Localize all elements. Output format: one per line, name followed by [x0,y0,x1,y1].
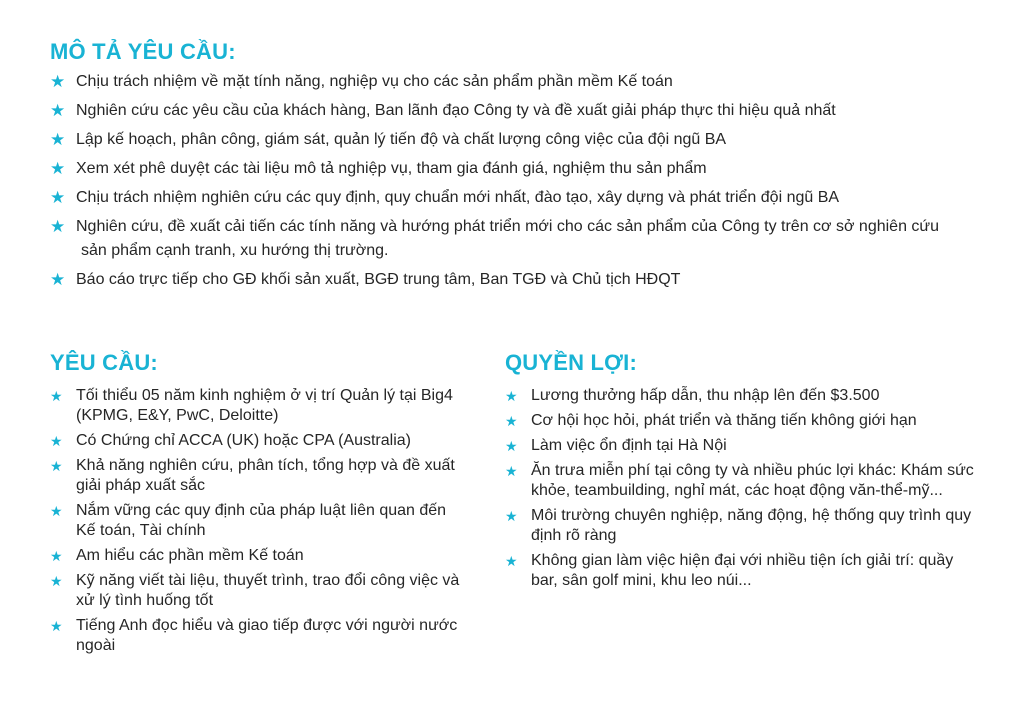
list-item [50,99,1000,123]
list-item [50,157,1000,181]
mo-ta-yeu-cau-list [50,70,1000,297]
star-icon: ★ [50,459,63,475]
star-icon: ★ [505,439,518,455]
star-icon: ★ [505,389,518,405]
list-item-text: Chịu trách nhiệm về mặt tính năng, nghiệp vụ cho các sản phẩm phần mềm Kế toán [76,73,673,90]
star-icon: ★ [50,389,63,405]
list-item [50,128,1000,152]
star-icon: ★ [505,464,518,480]
star-icon: ★ [505,414,518,430]
list-item-text: Xem xét phê duyệt các tài liệu mô tả nghiệp vụ, tham gia đánh giá, nghiệm thu sản phẩm [76,160,707,177]
list-item [50,546,460,566]
list-item-text-continuation: sản phẩm cạnh tranh, xu hướng thị trường. [81,242,389,259]
list-item [50,456,460,496]
star-icon: ★ [505,509,518,525]
list-item-text: Báo cáo trực tiếp cho GĐ khối sản xuất, BGĐ trung tâm, Ban TGĐ và Chủ tịch HĐQT [76,271,681,288]
list-item [50,186,1000,210]
list-item [505,506,975,546]
list-item-text: Cơ hội học hỏi, phát triển và thăng tiến không giới hạn [531,412,917,429]
list-item [50,268,1000,292]
quyen-loi-heading: QUYỀN LỢI: [505,350,637,375]
star-icon: ★ [50,159,66,179]
list-item [50,616,460,656]
list-item [505,411,975,431]
list-item [50,571,460,611]
list-item-text: Làm việc ổn định tại Hà Nội [531,437,727,454]
list-item-text: Lương thưởng hấp dẫn, thu nhập lên đến $3.500 [531,387,880,404]
star-icon: ★ [505,554,518,570]
list-item-text: Tiếng Anh đọc hiểu và giao tiếp được với người nước ngoài [76,617,458,654]
yeu-cau-list [50,386,460,661]
star-icon: ★ [50,574,63,590]
list-item-text: Tối thiểu 05 năm kinh nghiệm ở vị trí Quản lý tại Big4 (KPMG, E&Y, PwC, Deloitte) [76,387,453,424]
list-item-text: Kỹ năng viết tài liệu, thuyết trình, trao đổi công việc và xử lý tình huống tốt [76,572,460,609]
list-item-text: Có Chứng chỉ ACCA (UK) hoặc CPA (Australia) [76,432,411,449]
list-item [505,551,975,591]
list-item-text: Lập kế hoạch, phân công, giám sát, quản lý tiến độ và chất lượng công việc của đội ngũ BA [76,131,727,148]
star-icon: ★ [50,217,66,237]
star-icon: ★ [50,101,66,121]
mo-ta-yeu-cau-heading: MÔ TẢ YÊU CẦU: [50,39,236,64]
list-item-text: Nắm vững các quy định của pháp luật liên quan đến Kế toán, Tài chính [76,502,447,539]
list-item [50,215,1000,263]
list-item [50,501,460,541]
list-item [505,386,975,406]
list-item-text: Không gian làm việc hiện đại với nhiều tiện ích giải trí: quầy bar, sân golf mini, khu leo núi... [531,552,954,589]
list-item [50,431,460,451]
list-item [50,70,1000,94]
star-icon: ★ [50,270,66,290]
list-item-text: Môi trường chuyên nghiệp, năng động, hệ thống quy trình quy định rõ ràng [531,507,972,544]
quyen-loi-list [505,386,975,596]
list-item [505,461,975,501]
list-item-text: Khả năng nghiên cứu, phân tích, tổng hợp và đề xuất giải pháp xuất sắc [76,457,455,494]
list-item-text: Chịu trách nhiệm nghiên cứu các quy định, quy chuẩn mới nhất, đào tạo, xây dựng và phát triển đội ngũ BA [76,189,840,206]
list-item-text: Nghiên cứu, đề xuất cải tiến các tính năng và hướng phát triển mới cho các sản phẩm của Công ty trên cơ sở nghiên cứu [76,218,940,235]
star-icon: ★ [50,434,63,450]
list-item-text: Nghiên cứu các yêu cầu của khách hàng, Ban lãnh đạo Công ty và đề xuất giải pháp thực thi hiệu quả nhất [76,102,836,119]
list-item-text: Am hiểu các phần mềm Kế toán [76,547,304,564]
list-item-text: Ăn trưa miễn phí tại công ty và nhiều phúc lợi khác: Khám sức khỏe, teambuilding, nghỉ mát, các hoạt động văn-thể-mỹ... [531,462,974,499]
star-icon: ★ [50,619,63,635]
star-icon: ★ [50,549,63,565]
list-item [50,386,460,426]
star-icon: ★ [50,72,66,92]
star-icon: ★ [50,130,66,150]
star-icon: ★ [50,188,66,208]
yeu-cau-heading: YÊU CẦU: [50,350,158,375]
star-icon: ★ [50,504,63,520]
list-item [505,436,975,456]
